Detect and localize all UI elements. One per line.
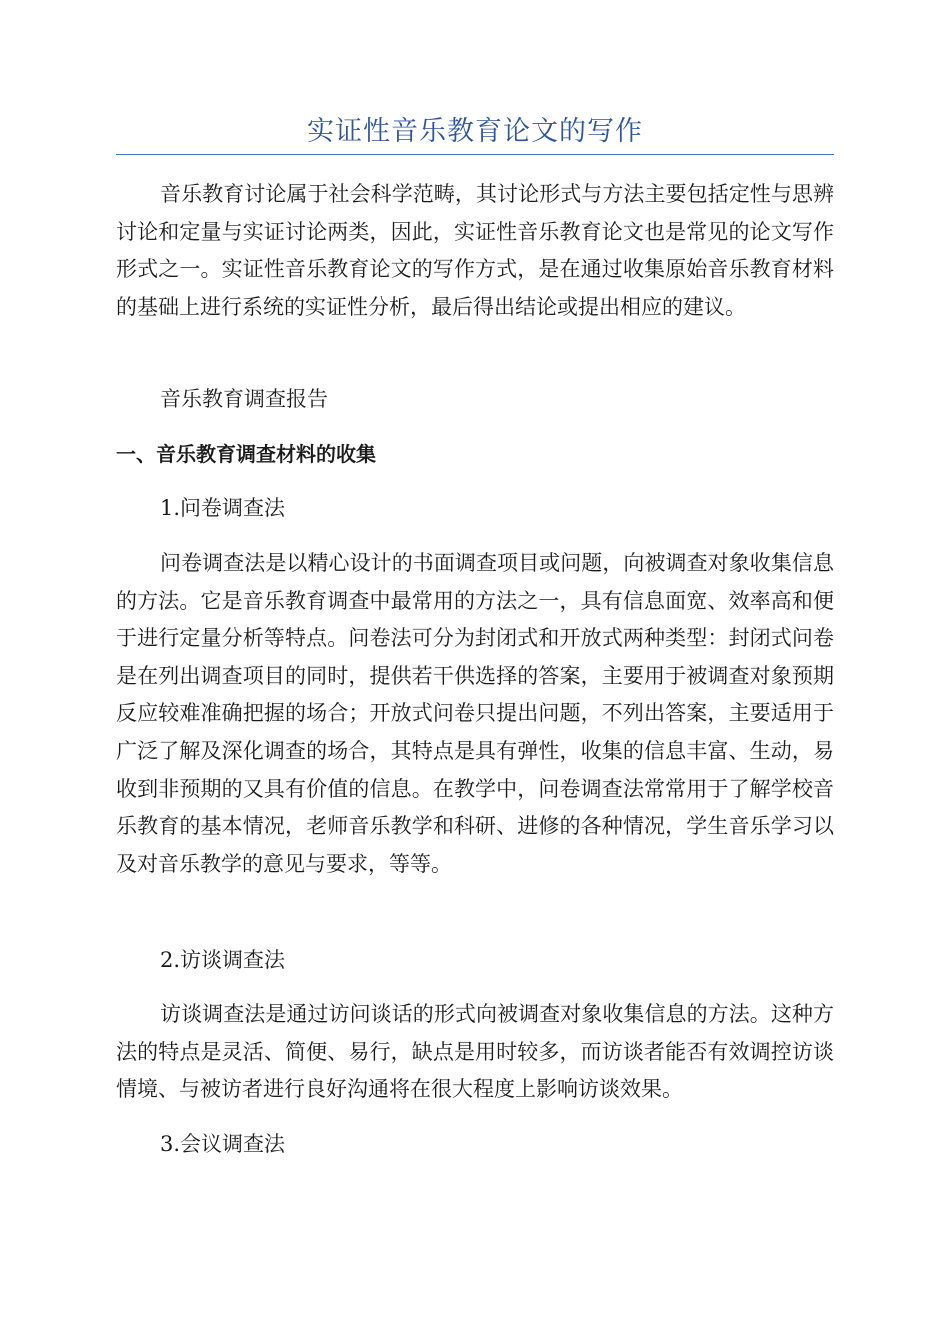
section-heading: 一、音乐教育调查材料的收集 xyxy=(116,442,376,466)
title-underline xyxy=(116,154,834,155)
method-heading-interview: 2.访谈调查法 xyxy=(160,948,286,972)
intro-paragraph: 音乐教育讨论属于社会科学范畴，其讨论形式与方法主要包括定性与思辨讨论和定量与实证讨论两类，因此，实证性音乐教育论文也是常见的论文写作形式之一。实证性音乐教育论文的写作方式，是在通过收集原始音乐教育材料的基础上进行系统的实证性分析，最后得出结论或提出相应的建议。 xyxy=(116,182,834,319)
interview-paragraph: 访谈调查法是通过访问谈话的形式向被调查对象收集信息的方法。这种方法的特点是灵活、简便、易行，缺点是用时较多，而访谈者能否有效调控访谈情境、与被访者进行良好沟通将在很大程度上影响访谈效果。 xyxy=(116,1002,834,1102)
questionnaire-paragraph: 问卷调查法是以精心设计的书面调查项目或问题，向被调查对象收集信息的方法。它是音乐教育调查中最常用的方法之一，具有信息面宽、效率高和便于进行定量分析等特点。问卷法可分为封闭式和开放式两种类型：封闭式问卷是在列出调查项目的同时，提供若干供选择的答案，主要用于被调查对象预期反应较难准确把握的场合；开放式问卷只提出问题，不列出答案，主要适用于广泛了解及深化调查的场合，其特点是具有弹性，收集的信息丰富、生动，易收到非预期的又具有价值的信息。在教学中，问卷调查法常常用于了解学校音乐教育的基本情况，老师音乐教学和科研、进修的各种情况，学生音乐学习以及对音乐教学的意见与要求，等等。 xyxy=(116,551,834,876)
document-title: 实证性音乐教育论文的写作 xyxy=(307,116,643,147)
report-heading: 音乐教育调查报告 xyxy=(160,387,328,411)
method-heading-meeting: 3.会议调查法 xyxy=(160,1132,286,1156)
method-heading-questionnaire: 1.问卷调查法 xyxy=(160,496,286,520)
